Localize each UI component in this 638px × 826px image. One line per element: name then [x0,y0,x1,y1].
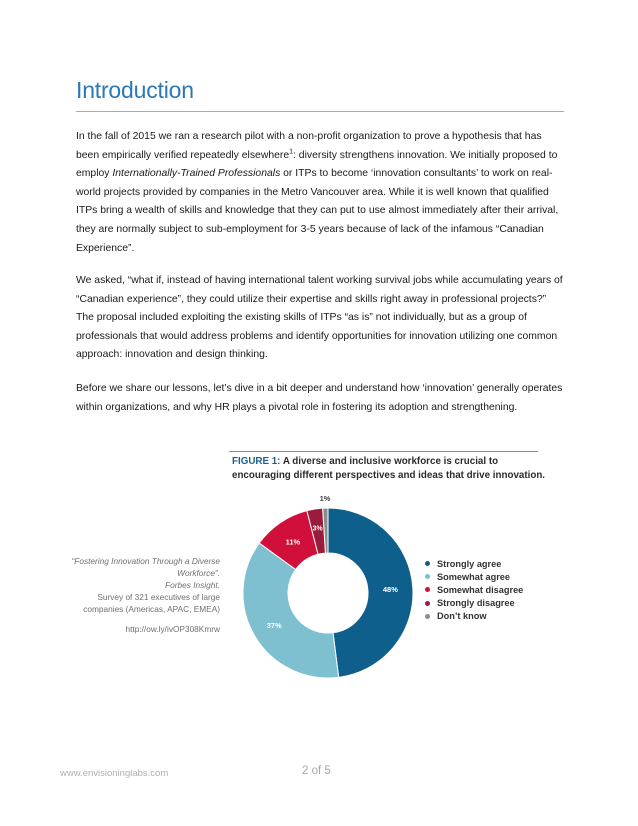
donut-label-somewhat-disagree: 11% [285,537,301,547]
legend-swatch [425,601,430,606]
paragraph-intro-text-1: In the fall of 2015 we ran a research pilot with a non-profit organization to prove a hypothesis that has been empirically verified repeatedly elsewhere [76,131,542,161]
donut-label-somewhat-agree: 37% [266,620,282,630]
footer-url[interactable]: www.envisioninglabs.com [60,768,169,779]
legend-item [425,597,523,610]
legend-item [425,557,523,570]
legend-label: Strongly agree [437,558,502,569]
paragraph-lessons-text: Before we share our lessons, let’s dive in a bit deeper and understand how ‘innovation’ generally operates within organizations, and why HR plays a pivotal role in fostering its adoption and strengthening. [76,383,563,413]
legend-swatch [425,574,430,579]
paragraph-intro-italic: Internationally-Trained Professionals [112,168,281,180]
legend-swatch [425,587,430,592]
legend-label: Somewhat agree [437,571,511,582]
legend-item [425,610,523,623]
legend-item [425,583,523,596]
legend-item [425,570,523,583]
donut-label-strongly-agree: 48% [382,585,398,595]
legend-label: Don’t know [437,611,487,622]
figure-label: FIGURE 1: [232,456,281,467]
source-publisher: Forbes Insight. [165,580,220,590]
source-survey: Survey of 321 executives of large companies (Americas, APAC, EMEA) [83,592,220,614]
paragraph-intro-text-3: or ITPs to become ‘innovation consultants’ to work on real-world projects provided by companies in the Metro Vancouver area. While it is well known that qualified ITPs bring a wealth of skills and knowledge that they can put to use almost immediately after their arrival, they are normally subject to sub-employment for 3-5 years because of lack of the infamous “Canadian Experience”. [76,168,559,254]
donut-slice-strongly-agree [328,508,413,677]
legend-swatch [425,561,430,566]
page-number: 2 of 5 [302,765,331,777]
legend-label: Somewhat disagree [437,584,524,595]
paragraph-intro-text-2: : diversity strengthens innovation. We initially proposed to employ [76,149,558,180]
legend-swatch [425,614,430,619]
source-link[interactable]: http://ow.ly/ivOP308Kmrw [125,624,220,634]
figure-title: A diverse and inclusive workforce is crucial to encouraging different perspectives and ideas that drive innovation. [232,456,546,481]
page-title: Introduction [76,77,194,103]
footnote-marker: 1 [289,148,294,156]
donut-label-strongly-disagree: 3% [312,525,323,533]
legend-label: Strongly disagree [437,598,515,609]
source-quote: “Fostering Innovation Through a Diverse Workforce”. [71,556,220,578]
paragraph-question-text: We asked, “what if, instead of having international talent working survival jobs while accumulating years of “Canadian experience”, they could utilize their expertise and skills right away in professional projects?” The proposal included exploiting the existing skills of ITPs “as is” not individually, but as a group of professionals that would address problems and identify opportunities for innovation utilizing one common approach: innovation and design thinking. [76,275,563,361]
chart-legend [425,557,523,623]
donut-label-don-t-know: 1% [319,494,331,504]
